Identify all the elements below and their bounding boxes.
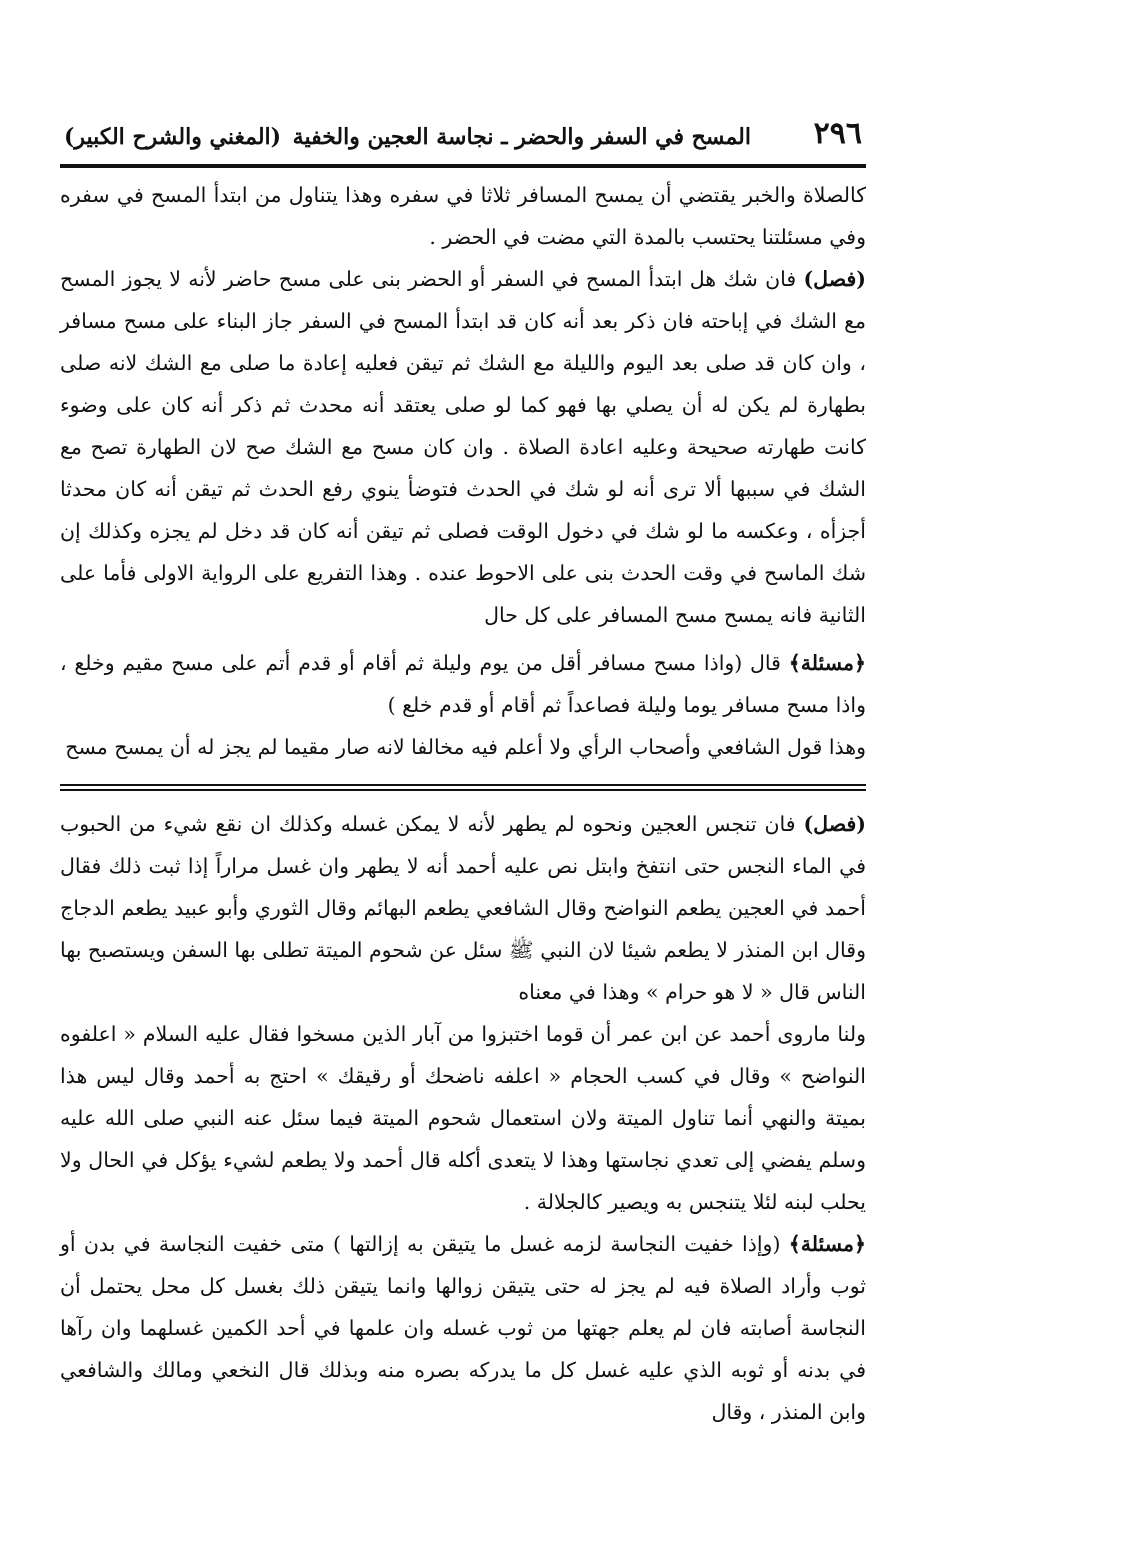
paragraph: (فصل) فان شك هل ابتدأ المسح في السفر أو الحضر بنى على مسح حاضر لأنه لا يجوز المسح مع الشك في إباحته فان ذكر بعد أنه كان قد ابتدأ المسح في السفر جاز البناء على مسح مسافر ، وان كان قد صلى بعد اليوم والليلة مع الشك ثم تيقن فعليه إعادة ما صلى مع الشك لانه صلى بطهارة لم يكن له أن يصلي بها فهو كما لو صلى يعتقد أنه محدث ثم ذكر أنه كان على وضوء كانت طهارته صحيحة وعليه اعادة الصلاة . وان كان مسح مع الشك صح لان الطهارة تصح مع الشك في سببها ألا ترى أنه لو شك في الحدث فتوضأ ينوي رفع الحدث ثم تيقن أنه كان محدثا أجزأه ، وعكسه ما لو شك في دخول الوقت فصلى ثم تيقن أنه كان قد دخل لم يجزه وكذلك إن شك الماسح في وقت الحدث بنى على الاحوط عنده . وهذا التفريع على الرواية الاولى فأما على الثانية فانه يمسح مسح المسافر على كل حال xyxy=(60,267,866,627)
book-page xyxy=(60,112,866,1433)
paragraph: ﴿مسئلة﴾ قال (واذا مسح مسافر أقل من يوم وليلة ثم أقام أو قدم أتم على مسح مقيم وخلع ، واذا مسح مسافر يوما وليلة فصاعداً ثم أقام أو قدم خلع ) xyxy=(60,651,866,717)
upper-section xyxy=(60,174,866,768)
paragraph: وهذا قول الشافعي وأصحاب الرأي ولا أعلم فيه مخالفا لانه صار مقيما لم يجز له أن يمسح مسح xyxy=(65,735,866,759)
paragraph: (فصل) فان تنجس العجين ونحوه لم يطهر لأنه لا يمكن غسله وكذلك ان نقع شيء من الحبوب في الماء النجس حتى انتفخ وابتل نص عليه أحمد أنه لا يطهر وان غسل مراراً إذا ثبت ذلك فقال أحمد في العجين يطعم النواضح وقال الشافعي يطعم البهائم وقال الثوري وأبو عبيد يطعم الدجاج وقال ابن المنذر لا يطعم شيئا لان النبي ﷺ سئل عن شحوم الميتة تطلى بها السفن ويستصبح بها الناس قال « لا هو حرام » وهذا في معناه xyxy=(60,812,866,1004)
header-book-title: (المغني والشرح الكبير) xyxy=(64,124,282,150)
lower-section xyxy=(60,803,866,1433)
section-label: ﴿مسئلة﴾ xyxy=(788,651,866,675)
paragraph: ﴿مسئلة﴾ (وإذا خفيت النجاسة لزمه غسل ما يتيقن به إزالتها ) متى خفيت النجاسة في بدن أو ثوب وأراد الصلاة فيه لم يجز له حتى يتيقن زوالها وانما يتيقن ذلك بغسل كل محل يحتمل أن النجاسة أصابته فان لم يعلم جهتها من ثوب غسله وان علمها في أحد الكمين غسلهما وان رآها في بدنه أو ثوبه الذي عليه غسل كل ما يدركه بصره منه وبذلك قال النخعي ومالك والشافعي وابن المنذر ، وقال xyxy=(60,1232,866,1424)
page-number: ٢٩٦ xyxy=(813,116,862,151)
paragraph: ولنا ماروى أحمد عن ابن عمر أن قوما اختبزوا من آبار الذين مسخوا فقال عليه السلام « اعلفوه النواضح » وقال في كسب الحجام « اعلفه ناضحك أو رقيقك » احتج به أحمد وقال ليس هذا بميتة والنهي أنما تناول الميتة ولان استعمال شحوم الميتة فيما سئل عنه النبي صلى الله عليه وسلم يفضي إلى تعدي نجاستها وهذا لا يتعدى أكله قال أحمد ولا يطعم لشيء يؤكل في الحال ولا يحلب لبنه لئلا يتنجس به ويصير كالجلالة . xyxy=(60,1022,866,1214)
section-label: (فصل) xyxy=(803,267,866,291)
header-rule xyxy=(60,164,866,168)
section-label: (فصل) xyxy=(803,812,866,836)
section-label: ﴿مسئلة﴾ xyxy=(788,1232,866,1256)
running-header xyxy=(60,112,866,162)
header-topic: المسح في السفر والحضر ـ نجاسة العجين والخفية xyxy=(292,124,751,150)
section-divider xyxy=(60,784,866,791)
paragraph: كالصلاة والخبر يقتضي أن يمسح المسافر ثلاثا في سفره وهذا يتناول من ابتدأ المسح في سفره وفي مسئلتنا يحتسب بالمدة التي مضت في الحضر . xyxy=(60,183,866,249)
